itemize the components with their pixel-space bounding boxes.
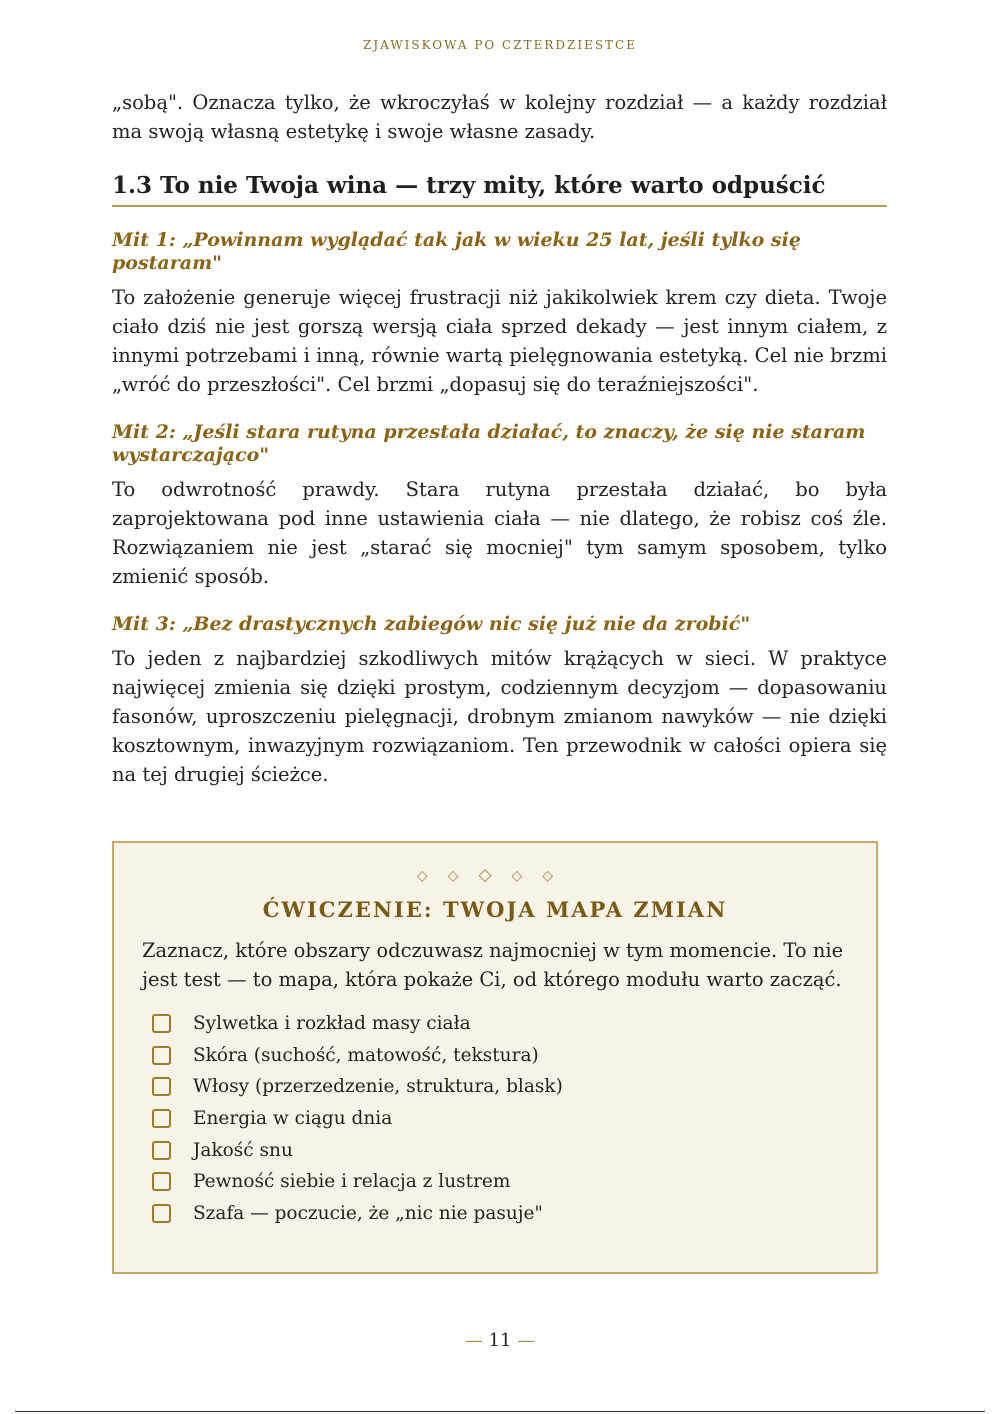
checklist-item[interactable]	[152, 1103, 848, 1135]
checklist-item-label: Energia w ciągu dnia	[193, 1108, 393, 1130]
checkbox-icon[interactable]	[152, 1014, 171, 1033]
exercise-instructions: Zaznacz, które obszary odczuwasz najmocniej w tym momencie. To nie jest test — to mapa, która pokaże Ci, od którego modułu warto zacząć.	[142, 939, 844, 991]
checklist-item[interactable]	[152, 1071, 848, 1103]
myth-3-body: To jeden z najbardziej szkodliwych mitów krążących w sieci. W praktyce najwięcej zmienia się dzięki prostym, codziennym decyzjom — dopasowaniu fasonów, uproszczeniu pielęgnacji, drobnym zmianom nawyków — nie dzięki kosztownym, inwazyjnym rozwiązaniom. Ten przewodnik w całości opiera się na tej drugiej ścieżce.	[112, 647, 887, 786]
intro-paragraph: „sobą". Oznacza tylko, że wkroczyłaś w kolejny rozdział — a każdy rozdział ma swoją własną estetykę i swoje własne zasady.	[112, 91, 887, 143]
checkbox-icon[interactable]	[152, 1109, 171, 1128]
checkbox-icon[interactable]	[152, 1077, 171, 1096]
checklist-item[interactable]	[152, 1008, 848, 1040]
checkbox-icon[interactable]	[152, 1141, 171, 1160]
checklist-item[interactable]	[152, 1134, 848, 1166]
checklist-item[interactable]	[152, 1166, 848, 1198]
myth-2-title: Mit 2: „Jeśli stara rutyna przestała działać, to znaczy, że się nie staram wystarczająco"	[112, 421, 866, 466]
checkbox-icon[interactable]	[152, 1172, 171, 1191]
myth-3-title: Mit 3: „Bez drastycznych zabiegów nic się już nie da zrobić"	[112, 613, 751, 635]
checklist-item-label: Włosy (przerzedzenie, struktura, blask)	[193, 1076, 563, 1098]
myth-1-body: To założenie generuje więcej frustracji niż jakikolwiek krem czy dieta. Twoje ciało dziś nie jest gorszą wersją ciała sprzed dekady — jest innym ciałem, z innymi potrzebami i inną, równie wartą pielęgnowania estetyką. Cel nie brzmi „wróć do przeszłości". Cel brzmi „dopasuj się do teraźniejszości".	[112, 286, 887, 396]
myth-1-title: Mit 1: „Powinnam wyglądać tak jak w wieku 25 lat, jeśli tylko się postaram"	[112, 229, 801, 274]
diamond-ornament-icon: ◇◇◇◇◇	[416, 865, 574, 885]
checkbox-icon[interactable]	[152, 1204, 171, 1223]
checklist-item[interactable]	[152, 1040, 848, 1072]
bottom-rule	[15, 1411, 985, 1412]
checkbox-icon[interactable]	[152, 1046, 171, 1065]
exercise-checklist	[142, 1008, 848, 1229]
page-number	[0, 1330, 1000, 1351]
section-title: 1.3 To nie Twoja wina — trzy mity, które warto odpuścić	[112, 172, 887, 207]
checklist-item-label: Sylwetka i rozkład masy ciała	[193, 1013, 471, 1035]
checklist-item[interactable]	[152, 1198, 848, 1230]
checklist-item-label: Jakość snu	[193, 1139, 293, 1161]
checklist-item-label: Pewność siebie i relacja z lustrem	[193, 1171, 511, 1193]
page-number-dash-left: —	[464, 1330, 483, 1351]
exercise-title: ĆWICZENIE: TWOJA MAPA ZMIAN	[262, 897, 728, 922]
page-number-value: 11	[488, 1330, 512, 1351]
checklist-item-label: Skóra (suchość, matowość, tekstura)	[193, 1044, 539, 1066]
myth-2-body: To odwrotność prawdy. Stara rutyna przestała działać, bo była zaprojektowana pod inne ustawienia ciała — nie dlatego, że robisz coś źle. Rozwiązaniem nie jest „starać się mocniej" tym samym sposobem, tylko zmienić sposób.	[112, 478, 887, 588]
exercise-box	[112, 841, 878, 1274]
checklist-item-label: Szafa — poczucie, że „nic nie pasuje"	[193, 1202, 543, 1224]
page-number-dash-right: —	[517, 1330, 536, 1351]
running-header: ZJAWISKOWA PO CZTERDZIESTCE	[363, 38, 637, 52]
main-content	[112, 88, 887, 789]
